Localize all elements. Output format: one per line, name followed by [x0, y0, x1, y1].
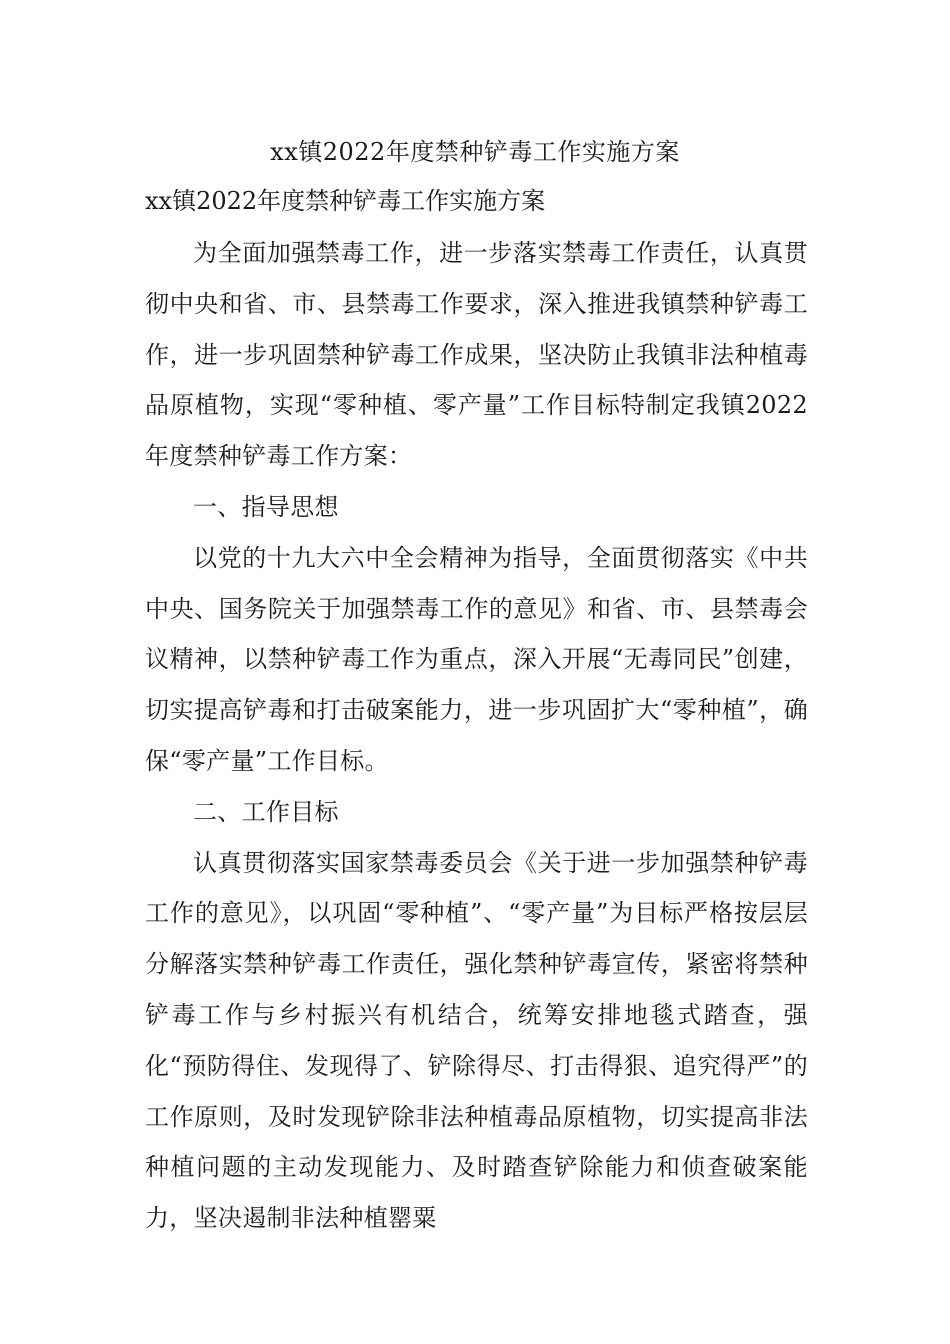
- document-subtitle: xx镇2022年度禁种铲毒工作实施方案: [145, 187, 546, 215]
- intro-paragraph: 为全面加强禁毒工作，进一步落实禁毒工作责任，认真贯彻中央和省、市、县禁毒工作要求，深入推进我镇禁种铲毒工作，进一步巩固禁种铲毒工作成果，坚决防止我镇非法种植毒品原植物，实现“零种植、零产量”工作目标特制定我镇2022年度禁种铲毒工作方案：: [145, 239, 808, 471]
- section-heading-work-goals: 二、工作目标: [193, 797, 339, 826]
- section-heading-guiding-thought: 一、指导思想: [193, 492, 339, 521]
- section-paragraph-work-goals: 认真贯彻落实国家禁毒委员会《关于进一步加强禁种铲毒工作的意见》，以巩固“零种植”、“零产量”为目标严格按层层分解落实禁种铲毒工作责任，强化禁种铲毒宣传，紧密将禁种铲毒工作与乡村振兴有机结合，统筹安排地毯式踏查，强化“预防得住、发现得了、铲除得尽、打击得狠、追究得严”的工作原则，及时发现铲除非法种植毒品原植物，切实提高非法种植问题的主动发现能力、及时踏查铲除能力和侦查破案能力，坚决遏制非法种植罂粟: [145, 848, 808, 1233]
- document-body: [145, 228, 808, 1244]
- section-paragraph-guiding-thought: 以党的十九大六中全会精神为指导，全面贯彻落实《中共中央、国务院关于加强禁毒工作的意见》和省、市、县禁毒会议精神，以禁种铲毒工作为重点，深入开展“无毒同民”创建，切实提高铲毒和打击破案能力，进一步巩固扩大“零种植”，确保“零产量”工作目标。: [145, 543, 808, 775]
- document-title: xx镇2022年度禁种铲毒工作实施方案: [270, 138, 680, 166]
